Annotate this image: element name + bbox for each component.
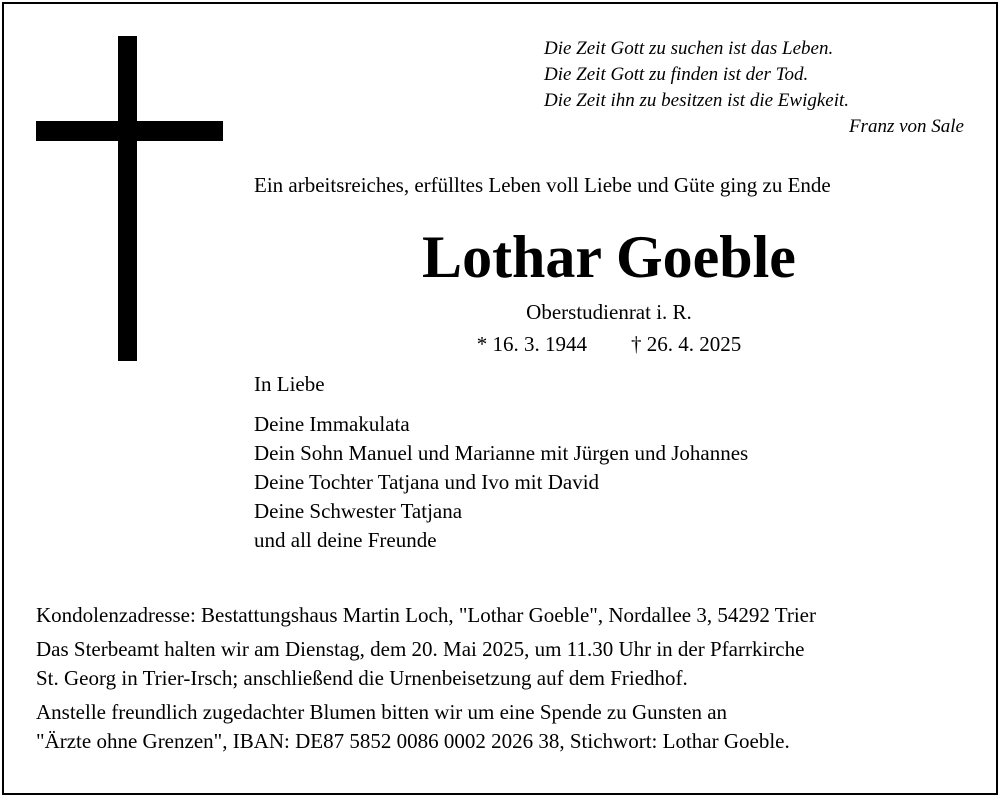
notes-section <box>36 601 816 761</box>
quote-author: Franz von Sale <box>848 116 964 137</box>
quote-line: Die Zeit ihn zu besitzen ist die Ewigkeit. <box>544 90 850 111</box>
greeting-text: In Liebe <box>254 372 325 396</box>
family-list <box>254 410 748 555</box>
donation-line: "Ärzte ohne Grenzen", IBAN: DE87 5852 0086 0002 2026 38, Stichwort: Lothar Goeble. <box>36 729 790 753</box>
condolence-address <box>36 601 816 630</box>
quote-line: Die Zeit Gott zu suchen ist das Leben. <box>544 38 834 59</box>
intro-text: Ein arbeitsreiches, erfülltes Leben voll Liebe und Güte ging zu Ende <box>254 173 831 197</box>
life-dates <box>254 330 964 358</box>
family-member: und all deine Freunde <box>254 528 437 552</box>
donation-line: Anstelle freundlich zugedachter Blumen bitten wir um eine Spende zu Gunsten an <box>36 700 728 724</box>
service-line: St. Georg in Trier-Irsch; anschließend die Urnenbeisetzung auf dem Friedhof. <box>36 666 688 690</box>
donation-info <box>36 698 816 756</box>
cross-icon-bar <box>36 121 223 141</box>
family-member: Deine Immakulata <box>254 412 410 436</box>
family-member: Deine Tochter Tatjana und Ivo mit David <box>254 470 600 494</box>
service-line: Das Sterbeamt halten wir am Dienstag, dem 20. Mai 2025, um 11.30 Uhr in der Pfarrkirche <box>36 637 805 661</box>
family-member: Deine Schwester Tatjana <box>254 499 463 523</box>
cross-icon <box>118 36 137 361</box>
deceased-name: Lothar Goeble <box>422 224 796 290</box>
death-date: † 26. 4. 2025 <box>631 332 742 356</box>
condolence-line: Kondolenzadresse: Bestattungshaus Martin Loch, "Lothar Goeble", Nordallee 3, 54292 Trier <box>36 603 816 627</box>
quote-block <box>544 36 964 140</box>
service-info <box>36 635 816 693</box>
deceased-title: Oberstudienrat i. R. <box>526 300 692 324</box>
quote-line: Die Zeit Gott zu finden ist der Tod. <box>544 64 809 85</box>
family-member: Dein Sohn Manuel und Marianne mit Jürgen und Johannes <box>254 441 749 465</box>
birth-date: * 16. 3. 1944 <box>476 332 587 356</box>
